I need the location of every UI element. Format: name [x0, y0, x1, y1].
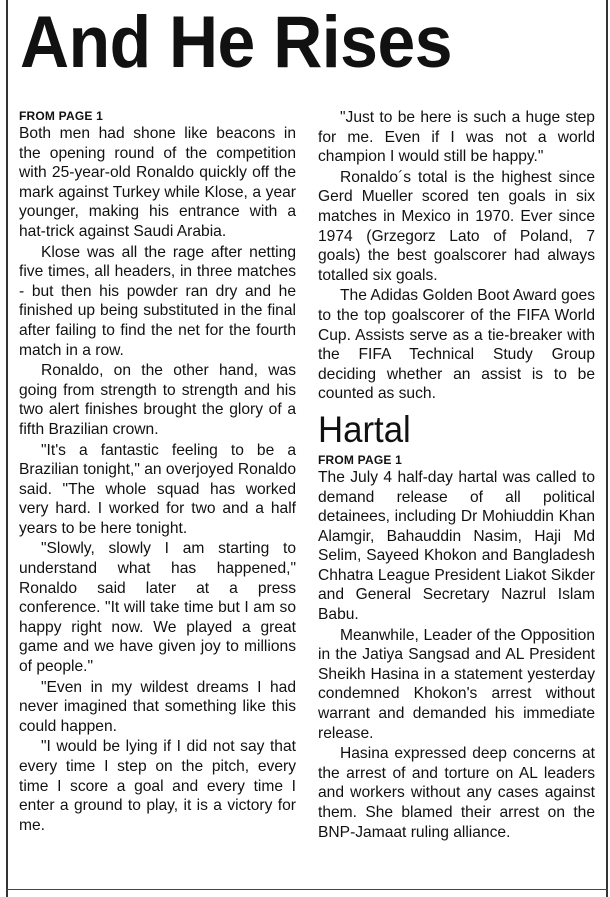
headline: And He Rises: [20, 2, 453, 83]
body-paragraph: Ronaldo, on the other hand, was going from strength to strength and his two alert finishes brought the glory of a fifth Brazilian crown.: [19, 362, 296, 438]
hartal-headline: Hartal: [318, 408, 411, 450]
hartal-paragraph: Meanwhile, Leader of the Opposition in the Jatiya Sangsad and AL President Sheikh Hasina in a statement yesterday condemned Khokon's arrest without warrant and demanded his immediate release.: [318, 626, 595, 742]
left-border-rule: [6, 0, 8, 897]
right-border-rule: [606, 0, 608, 897]
right-column: [318, 108, 595, 843]
bottom-border-rule: [6, 889, 608, 890]
body-paragraph: "I would be lying if I did not say that every time I step on the pitch, every time I score a goal and every time I enter a ground to play, it is a victory for me.: [19, 738, 296, 834]
body-paragraph: "Slowly, slowly I am starting to understand what has happened," Ronaldo said later at a press conference. "It will take time but I am so happy right now. We played a great game and we have given joy to millions of people.": [19, 540, 296, 676]
hartal-paragraph: Hasina expressed deep concerns at the arrest of and torture on AL leaders and workers without any cases against them. She blamed their arrest on the BNP-Jamaat ruling alliance.: [318, 745, 595, 841]
left-column: [19, 108, 296, 836]
hartal-kicker-from-page: FROM PAGE 1: [318, 452, 402, 467]
body-paragraph: "Just to be here is such a huge step for me. Even if I was not a world champion I would still be happy.": [318, 109, 595, 166]
body-paragraph: Klose was all the rage after netting five times, all headers, in three matches - but then his powder ran dry and he finished up being substituted in the final after failing to find the net for the fourth match in a row.: [19, 243, 296, 359]
body-paragraph: Both men had shone like beacons in the opening round of the competition with 25-year-old Ronaldo quickly off the mark against Turkey while Klose, a year younger, making his entrance with a hat-trick against Saudi Arabia.: [19, 125, 296, 240]
kicker-from-page: FROM PAGE 1: [19, 109, 103, 123]
body-paragraph: Ronaldo´s total is the highest since Gerd Mueller scored ten goals in six matches in Mexico in 1970. Ever since 1974 (Grzegorz Lato of Poland, 7 goals) the best goalscorer had always totalled six goals.: [318, 168, 595, 284]
body-paragraph: "It's a fantastic feeling to be a Brazilian tonight," an overjoyed Ronaldo said. "The whole squad has worked very hard. I worked for two and a half years to be here tonight.: [19, 441, 296, 537]
body-paragraph: The Adidas Golden Boot Award goes to the top goalscorer of the FIFA World Cup. Assists serve as a tie-breaker with the FIFA Technical Study Group deciding whether an assist is to be counted as such.: [318, 287, 595, 403]
hartal-paragraph: The July 4 half-day hartal was called to demand release of all political detainees, including Dr Mohiuddin Khan Alamgir, Bahauddin Nasim, Haji Md Selim, Sayeed Khokon and Bangladesh Chhatra League President Liakot Sikder and General Secretary Nazrul Islam Babu.: [318, 468, 595, 624]
body-paragraph: "Even in my wildest dreams I had never imagined that something like this could happen.: [19, 678, 296, 735]
